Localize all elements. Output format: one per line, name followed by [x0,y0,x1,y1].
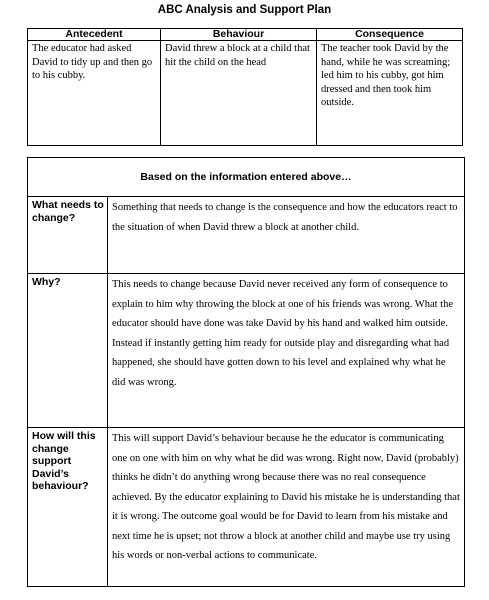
answer-how-will-this-change-support: This will support David’s behaviour because he the educator is communicating one on one with him on why what he did was wrong. Right now, David (probably) thinks he didn’t do anything wrong because there was no real consequence achieved. By the educator explaining to David his mistake he is understanding that it is wrong. The outcome goal would be for David to learn from his mistake and next time he is upset; not throw a block at another child and maybe use try using his words or non-verbal actions to communicate. [108,428,465,587]
consequence-header: Consequence [317,29,463,41]
answer-why: This needs to change because David never received any form of consequence to explain to him why throwing the block at one of his friends was wrong. What the educator should have done was take David by his hand and walked him outside. Instead if instantly getting him ready for outside play and disregarding what had happened, she should have gotten down to his level and explained why what he did was wrong. [108,274,465,428]
support-plan-header-row [28,158,465,197]
table-row [28,274,465,428]
table-row [28,197,465,274]
question-how-will-this-change-support: How will this change support David’s behaviour? [28,428,108,587]
question-what-needs-to-change: What needs to change? [28,197,108,274]
support-plan-table [27,157,465,587]
behaviour-header: Behaviour [161,29,317,41]
answer-what-needs-to-change: Something that needs to change is the consequence and how the educators react to the situation of when David threw a block at another child. [108,197,465,274]
antecedent-cell: The educator had asked David to tidy up and then go to his cubby. [28,41,161,146]
abc-header-row [28,29,463,41]
support-plan-header: Based on the information entered above… [28,158,465,197]
behaviour-cell: David threw a block at a child that hit the child on the head [161,41,317,146]
abc-table [27,28,463,146]
antecedent-header: Antecedent [28,29,161,41]
table-row [28,428,465,587]
abc-data-row [28,41,463,146]
consequence-cell: The teacher took David by the hand, while he was screaming; led him to his cubby, got him dressed and then took him outside. [317,41,463,146]
page-title: ABC Analysis and Support Plan [157,4,332,16]
question-why: Why? [28,274,108,428]
